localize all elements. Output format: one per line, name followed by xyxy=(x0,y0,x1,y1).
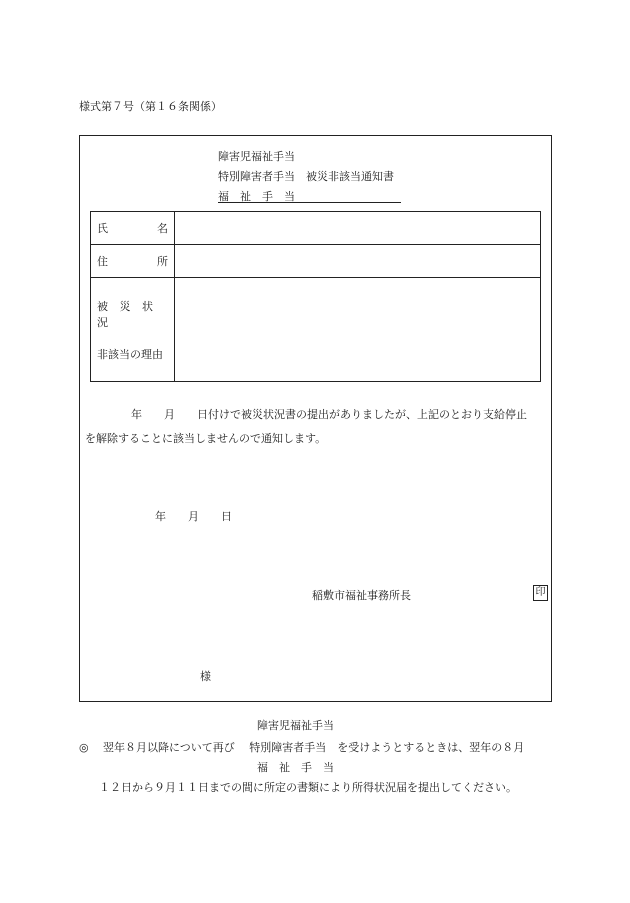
seal-stamp: 印 xyxy=(533,585,548,601)
address-label-char-2: 所 xyxy=(157,255,168,268)
footnote-line-1: 障害児福祉手当 xyxy=(257,719,334,732)
form-number-label: 様式第７号（第１６条関係） xyxy=(79,100,222,113)
address-label-char-1: 住 xyxy=(97,255,108,268)
body-text-line-1: 年 月 日付けで被災状況書の提出がありましたが、上記のとおり支給停止 xyxy=(131,408,527,421)
title-line-1: 障害児福祉手当 xyxy=(218,150,295,163)
name-label-char-1: 氏 xyxy=(97,222,108,235)
footnote-line-3: 福 祉 手 当 xyxy=(257,761,334,774)
issue-date: 年 月 日 xyxy=(155,510,232,523)
info-table xyxy=(90,211,541,382)
status-row xyxy=(91,278,541,382)
footnote-line-2 xyxy=(79,739,524,755)
title-line-3: 福 祉 手 当 xyxy=(218,190,295,203)
name-row xyxy=(91,212,541,245)
title-line-2: 特別障害者手当 被災非該当通知書 xyxy=(218,170,394,183)
addressee-suffix: 様 xyxy=(200,670,211,683)
office-name: 稲敷市福祉事務所長 xyxy=(312,589,411,602)
title-underline xyxy=(218,202,401,203)
footnote-line-4: １２日から９月１１日までの間に所定の書類により所得状況届を提出してください。 xyxy=(99,781,517,794)
address-row xyxy=(91,245,541,278)
name-label-cell xyxy=(91,212,175,245)
footnote-mark: ◎ xyxy=(79,741,89,754)
address-value-cell[interactable] xyxy=(175,245,541,278)
status-label-cell xyxy=(91,278,175,382)
status-label-line-2: 非該当の理由 xyxy=(97,347,163,361)
name-value-cell[interactable] xyxy=(175,212,541,245)
status-value-cell[interactable] xyxy=(175,278,541,382)
name-label-char-2: 名 xyxy=(157,222,168,235)
status-label-line-1: 被 災 状 況 xyxy=(97,299,157,329)
body-text-line-2: を解除することに該当しませんので通知します。 xyxy=(85,432,327,445)
address-label-cell xyxy=(91,245,175,278)
footnote-line-2-text: 翌年８月以降について再び 特別障害者手当 を受けようとするときは、翌年の８月 xyxy=(103,741,525,754)
